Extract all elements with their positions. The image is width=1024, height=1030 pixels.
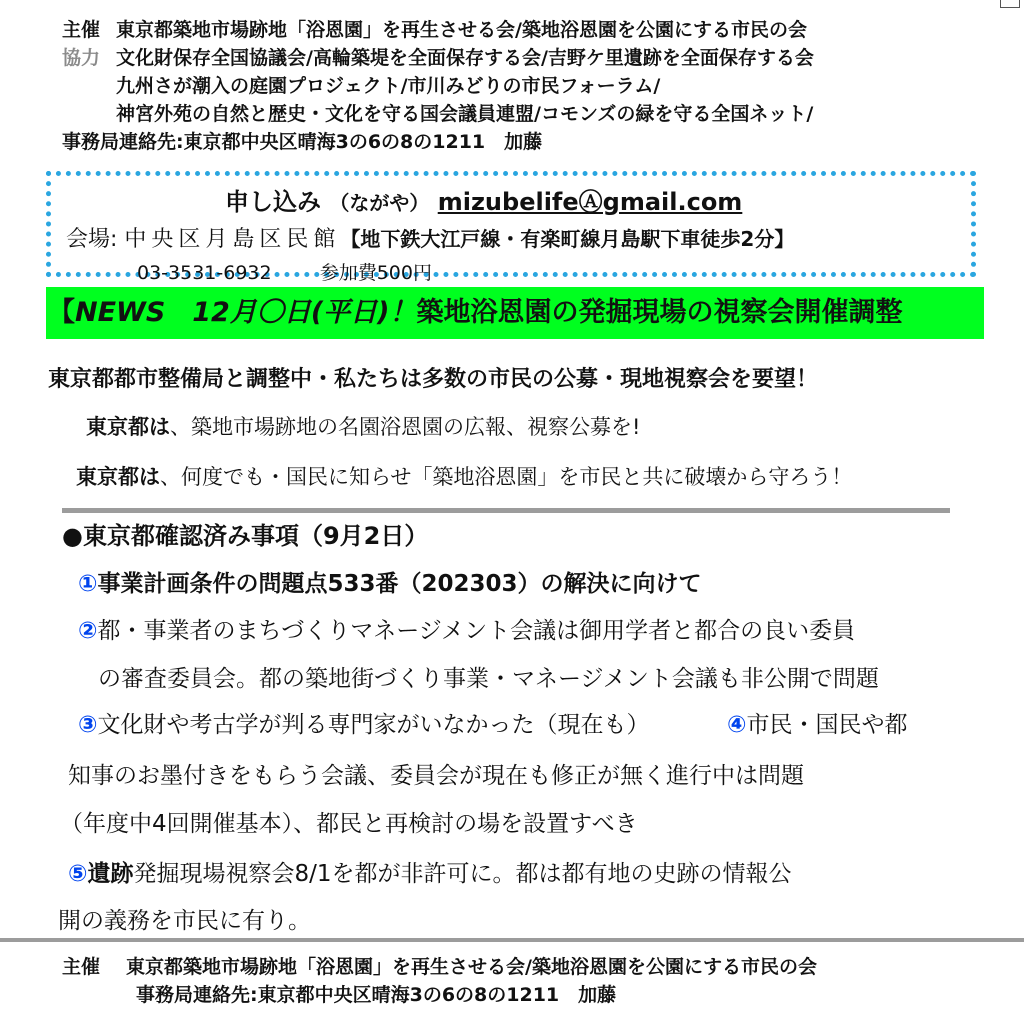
intro-line-2-rest: 、築地市場跡地の名園浴恩園の広報、視察公募を!	[170, 415, 641, 439]
application-title: 申し込み	[225, 188, 321, 216]
application-venue-row	[66, 222, 794, 253]
phone: 03-3531-6932	[137, 262, 272, 284]
application-email[interactable]: mizubelifeⒶgmail.com	[437, 188, 743, 216]
intro-line-1: 東京都都市整備局と調整中・私たちは多数の市民の公募・現地視察会を要望！	[48, 367, 819, 392]
confirmed-item-continuation: （年度中4回開催基本）、都民と再検討の場を設置すべき	[60, 811, 638, 837]
venue-label: 会場:	[66, 227, 118, 252]
header-organizer-text: 東京都築地市場跡地「浴恩園」を再生させる会/築地浴恩園を公園にする市民の会	[116, 19, 807, 41]
confirmed-item	[68, 855, 792, 888]
header-cooperation-line: 九州さが潮入の庭園プロジェクト/市川みどりの市民フォーラム/	[116, 75, 661, 97]
confirmed-item	[78, 706, 649, 739]
item-bold: 遺跡	[87, 861, 134, 887]
item-text: 文化財や考古学が判る専門家がいなかった（現在も）	[97, 712, 650, 738]
news-tag: NEWS 12月〇日(平日)！	[75, 297, 417, 328]
footer-organizer-text: 東京都築地市場跡地「浴恩園」を再生させる会/築地浴恩園を公園にする市民の会	[126, 956, 817, 978]
cropped-top-edge	[0, 0, 1024, 8]
header-cooperation-line: 文化財保存全国協議会/高輪築堤を全面保存する会/吉野ケ里遺跡を全面保存する会	[116, 47, 814, 69]
header-organizer-label: 主催	[62, 19, 101, 41]
venue-name: 中央区月島区民館	[124, 227, 341, 252]
item-number: ①	[78, 571, 98, 597]
item-text: 発掘現場視察会8/1を都が非許可に。都は都有地の史跡の情報公	[133, 861, 792, 887]
cropped-box-icon	[1000, 0, 1020, 8]
header-cooperation-line: 神宮外苑の自然と歴史・文化を守る国会議員連盟/コモンズの緑を守る全国ネット/	[116, 103, 814, 125]
footer-organizer-label: 主催	[62, 956, 101, 978]
intro-line-2	[86, 411, 640, 441]
venue-access: 【地下鉄大江戸線・有楽町線月島駅下車徒歩2分】	[340, 227, 795, 251]
item-number: ③	[78, 712, 98, 738]
header-cooperation-label: 協力	[62, 47, 101, 69]
confirmed-item	[727, 706, 907, 739]
news-banner	[46, 287, 984, 339]
fee: 参加費500円	[319, 262, 432, 284]
confirmed-item-continuation: 知事のお墨付きをもらう会議、委員会が現在も修正が無く進行中は問題	[68, 763, 804, 789]
item-text: 市民・国民や都	[746, 712, 908, 738]
divider	[0, 938, 1024, 942]
confirmed-item	[78, 612, 855, 645]
footer-contact: 事務局連絡先:東京都中央区晴海3の6の8の1211 加藤	[136, 984, 617, 1006]
item-number: ②	[78, 618, 98, 644]
divider	[62, 508, 950, 513]
application-person: （ながや）	[329, 191, 430, 215]
application-phone-row	[137, 258, 432, 285]
news-text: 築地浴恩園の発掘現場の視察会開催調整	[416, 297, 903, 328]
item-text: 事業計画条件の問題点533番（202303）の解決に向けて	[97, 571, 702, 597]
footer-organizer-row	[62, 952, 817, 979]
item-number: ④	[727, 712, 747, 738]
header-contact: 事務局連絡先:東京都中央区晴海3の6の8の1211 加藤	[62, 131, 543, 153]
intro-line-3-rest: 、何度でも・国民に知らせ「築地浴恩園」を市民と共に破壊から守ろう！	[160, 465, 853, 489]
header-cooperation-row	[62, 44, 814, 72]
intro-line-2-bold: 東京都は	[86, 415, 170, 439]
application-title-row	[225, 182, 742, 217]
header-organizer-row	[62, 16, 807, 44]
confirmed-item-continuation: 開の義務を市民に有り。	[58, 908, 311, 934]
confirmed-item	[78, 565, 702, 598]
item-text: 都・事業者のまちづくりマネージメント会議は御用学者と都合の良い委員	[97, 618, 856, 644]
intro-line-3	[76, 461, 852, 491]
confirmed-heading: ●東京都確認済み事項（9月2日）	[62, 522, 429, 550]
news-bracket: 【	[48, 297, 75, 328]
intro-line-3-bold: 東京都は	[76, 465, 160, 489]
item-number: ⑤	[68, 861, 88, 887]
confirmed-item-continuation: の審査委員会。都の築地街づくり事業・マネージメント会議も非公開で問題	[98, 666, 879, 692]
